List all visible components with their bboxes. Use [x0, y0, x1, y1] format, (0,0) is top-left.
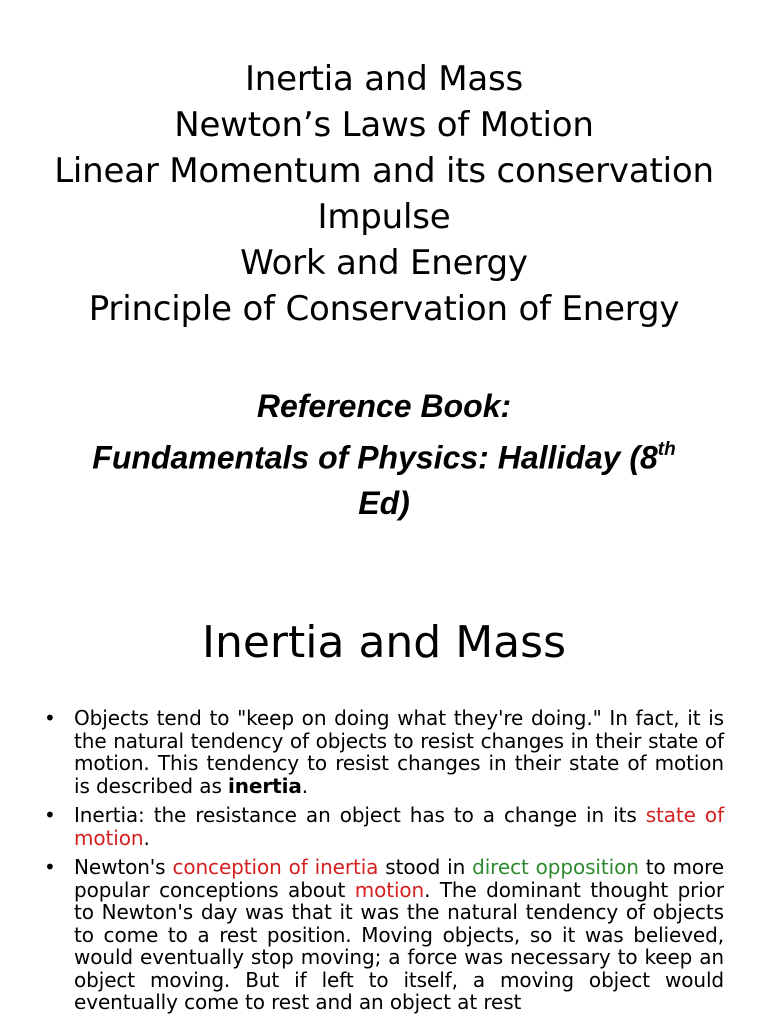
- reference-label: Reference Book:: [256, 388, 512, 424]
- bullet-text: Objects tend to "keep on doing what they're doing." In fact, it is the natural tendency of objects to resist changes in their state of motion. This tendency to resist changes in their state of motion is described as: [74, 706, 724, 798]
- highlight-conception-of-inertia: conception of inertia: [172, 855, 379, 879]
- topic-newtons-laws: Newton’s Laws of Motion: [174, 105, 594, 145]
- topic-impulse: Impulse: [317, 197, 451, 237]
- bullet-text: Newton's: [74, 855, 173, 879]
- highlight-motion: motion: [354, 877, 425, 902]
- bullet-icon: •: [44, 855, 56, 879]
- reference-book: [0, 384, 768, 526]
- topic-work-energy: Work and Energy: [240, 243, 528, 283]
- topic-conservation-energy: Principle of Conservation of Energy: [88, 289, 680, 329]
- bullet-text: Inertia: the resistance an object has to a change in its: [74, 803, 646, 827]
- bullet-icon: •: [44, 706, 56, 730]
- reference-edition-superscript: th: [657, 439, 676, 460]
- reference-title: Fundamentals of Physics: Halliday (8: [92, 439, 658, 476]
- list-item: [44, 707, 724, 797]
- highlight-direct-opposition: direct opposition: [472, 855, 639, 879]
- slide-heading: Inertia and Mass: [202, 617, 566, 668]
- bullet-text-mid: stood in: [378, 855, 473, 879]
- list-item: [44, 804, 724, 849]
- topic-linear-momentum: Linear Momentum and its conservation: [54, 151, 714, 191]
- bullet-list: [44, 707, 724, 1021]
- term-inertia: inertia: [228, 773, 302, 798]
- bullet-text-end: .: [301, 773, 309, 798]
- bullet-text-mid: to more popular conceptions about: [74, 855, 724, 902]
- reference-edition-suffix: Ed): [358, 484, 410, 521]
- content-slide: [0, 600, 768, 1024]
- bullet-icon: •: [44, 803, 56, 827]
- bullet-text-end: .: [143, 825, 150, 850]
- reference-title-line: [0, 429, 768, 481]
- list-item: [44, 856, 724, 1014]
- topic-inertia-mass: Inertia and Mass: [244, 59, 524, 99]
- topic-list: [0, 56, 768, 332]
- bullet-text-rest: . The dominant thought prior to Newton's day was that it was the natural tendency of objects to come to a rest position. Moving objects, so it was believed, would eventually stop moving; a force was necessary to keep an object moving. But if left to itself, a moving object would eventually come to rest and an object at rest: [74, 877, 725, 1014]
- highlight-state-of-motion: state of motion: [74, 803, 725, 850]
